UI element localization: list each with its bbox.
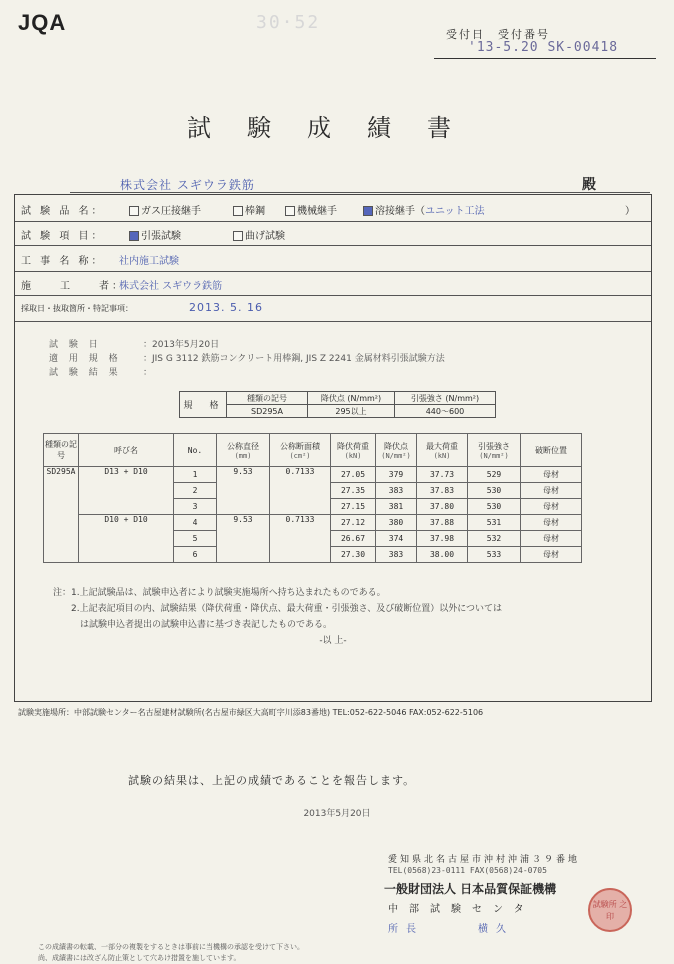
max-load: 37.80 (417, 499, 468, 515)
builder-value: 株式会社 スギウラ鉄筋 (119, 281, 223, 292)
standard-label: 適 用 規 格 (49, 354, 122, 364)
disclaimer (38, 942, 304, 964)
row-no: 2 (174, 483, 217, 499)
sampling-label: 採取日・抜取箇所・特記事項： (21, 304, 133, 313)
project-value: 社内施工試験 (119, 256, 179, 267)
tensile-strength: 531 (468, 515, 521, 531)
issuer-organization: 一般財団法人 日本品質保証機構 (384, 882, 557, 896)
fracture-position: 母材 (521, 467, 582, 483)
yield-point: 380 (376, 515, 417, 531)
test-location: 試験実施場所：中部試験センター名古屋建材試験所(名古屋市緑区大高町字川添83番地) TEL:052-622-5046 FAX:052-622-5106 (18, 708, 484, 717)
builder-label: 施 工 者： (21, 281, 125, 292)
grade-cell: SD295A (44, 467, 79, 563)
results-header: 呼び名 (79, 434, 174, 467)
yield-load: 27.15 (331, 499, 376, 515)
tensile-strength: 529 (468, 467, 521, 483)
checkbox-bend (233, 231, 243, 241)
group-area: 0.7133 (270, 467, 331, 515)
yield-load: 26.67 (331, 531, 376, 547)
results-header: 公称直径 (mm) (217, 434, 270, 467)
max-load: 37.73 (417, 467, 468, 483)
yield-load: 27.30 (331, 547, 376, 563)
fracture-position: 母材 (521, 483, 582, 499)
checkbox-gas (129, 206, 139, 216)
note-line: は試験申込者提出の試験申込書に基づき表記したものである。 (53, 620, 333, 630)
spec-header: 引張強さ (N/mm²) (395, 392, 496, 405)
ghost-stamp-number: 30·52 (256, 12, 321, 33)
result-label: 試 験 結 果 (49, 368, 122, 378)
specimen-label: 試 験 品 名： (21, 206, 105, 217)
specimen-option-mechanical: 機械継手 (285, 202, 337, 217)
note-end: -以 上- (319, 636, 347, 646)
results-header: 公称断面積 (cm²) (270, 434, 331, 467)
report-statement: 試験の結果は、上記の成績であることを報告します。 (128, 774, 416, 787)
jqa-logo: JQA (18, 10, 67, 35)
spec-table (179, 391, 496, 418)
fracture-position: 母材 (521, 531, 582, 547)
divider (15, 245, 651, 246)
results-header: 最大荷重 (kN) (417, 434, 468, 467)
yield-point: 383 (376, 547, 417, 563)
divider (15, 321, 651, 322)
row-no: 4 (174, 515, 217, 531)
issuer-center: 中部試験センタ (388, 904, 535, 915)
max-load: 37.83 (417, 483, 468, 499)
group-name: D13 + D10 (79, 467, 174, 515)
report-frame (14, 194, 652, 702)
document-title: 試験成績書 (187, 114, 487, 142)
results-header: 破断位置 (521, 434, 582, 467)
receipt-underline (434, 58, 656, 59)
row-no: 6 (174, 547, 217, 563)
specimen-option-gas: ガス圧接継手 (129, 202, 201, 217)
test-item-label: 試 験 項 目： (21, 231, 105, 242)
spec-cell: 295以上 (308, 405, 395, 418)
receipt-labels: 受付日 受付番号 (446, 28, 550, 41)
test-date-value: ：2013年5月20日 (143, 340, 220, 350)
sampling-value: 2013. 5. 16 (189, 301, 263, 314)
checkbox-bar (233, 206, 243, 216)
results-header: 種類の記号 (44, 434, 79, 467)
issuer-address: 愛知県北名古屋市沖村沖浦３９番地 (388, 855, 581, 865)
divider (15, 295, 651, 296)
results-table (43, 433, 582, 563)
group-diameter: 9.53 (217, 467, 270, 515)
receipt-number: '13-5.20 SK-00418 (468, 40, 619, 55)
client-underline (70, 192, 650, 193)
results-header: 降伏点 (N/mm²) (376, 434, 417, 467)
table-row (44, 515, 582, 531)
client-name: 株式会社 スギウラ鉄筋 (120, 178, 255, 192)
max-load: 38.00 (417, 547, 468, 563)
note-line: 2.上記表記項目の内、試験結果（降伏荷重・降伏点、最大荷重・引張強さ、及び破断位置）以外については (53, 604, 503, 614)
standard-value: ：JIS G 3112 鉄筋コンクリート用棒鋼, JIS Z 2241 金属材料引張試験方法 (143, 354, 445, 364)
yield-load: 27.35 (331, 483, 376, 499)
yield-point: 379 (376, 467, 417, 483)
note-line: 注：1.上記試験品は、試験申込者により試験実施場所へ持ち込まれたものである。 (53, 588, 386, 598)
project-label: 工 事 名 称： (21, 256, 105, 267)
tensile-strength: 532 (468, 531, 521, 547)
tensile-strength: 533 (468, 547, 521, 563)
row-no: 3 (174, 499, 217, 515)
results-header: 引張強さ (N/mm²) (468, 434, 521, 467)
specimen-option-welded: 溶接継手（ユニット工法 (363, 202, 485, 217)
spec-side-label: 規 格 (180, 392, 227, 418)
yield-load: 27.12 (331, 515, 376, 531)
disclaimer-line: 尚、成績書には改ざん防止策として穴あけ措置を施しています。 (38, 954, 241, 962)
issuer-contact: TEL(0568)23-0111 FAX(0568)24-0705 (388, 866, 547, 875)
yield-point: 381 (376, 499, 417, 515)
divider (15, 221, 651, 222)
fracture-position: 母材 (521, 547, 582, 563)
test-option-tensile: 引張試験 (129, 227, 181, 242)
spec-cell: SD295A (227, 405, 308, 418)
specimen-detail: ユニット工法 (425, 206, 485, 217)
notes (53, 585, 613, 649)
yield-point: 374 (376, 531, 417, 547)
specimen-option-bar: 棒鋼 (233, 202, 265, 217)
disclaimer-line: この成績書の転載、一部分の複製をするときは事前に当機構の承認を受けて下さい。 (38, 943, 304, 951)
checkbox-mechanical (285, 206, 295, 216)
group-diameter: 9.53 (217, 515, 270, 563)
max-load: 37.98 (417, 531, 468, 547)
yield-point: 383 (376, 483, 417, 499)
tensile-strength: 530 (468, 499, 521, 515)
group-area: 0.7133 (270, 515, 331, 563)
test-date-label: 試 験 日 (49, 340, 102, 350)
tensile-strength: 530 (468, 483, 521, 499)
max-load: 37.88 (417, 515, 468, 531)
row-no: 1 (174, 467, 217, 483)
divider (15, 271, 651, 272)
issuer-director: 所長 横久 (388, 924, 514, 935)
spec-cell: 440～600 (395, 405, 496, 418)
spec-header: 種類の記号 (227, 392, 308, 405)
table-row (44, 467, 582, 483)
row-no: 5 (174, 531, 217, 547)
checkbox-welded (363, 206, 373, 216)
test-option-bend: 曲げ試験 (233, 227, 285, 242)
client-honorific: 殿 (582, 177, 596, 193)
spec-header: 降伏点 (N/mm²) (308, 392, 395, 405)
fracture-position: 母材 (521, 515, 582, 531)
fracture-position: 母材 (521, 499, 582, 515)
results-header: No. (174, 434, 217, 467)
specimen-close: ） (625, 206, 635, 217)
checkbox-tensile (129, 231, 139, 241)
results-header: 降伏荷重 (kN) (331, 434, 376, 467)
yield-load: 27.05 (331, 467, 376, 483)
result-colon: ： (143, 368, 153, 378)
official-seal: 試験所 之印 (588, 888, 632, 932)
group-name: D10 + D10 (79, 515, 174, 563)
report-date: 2013年5月20日 (303, 809, 371, 819)
